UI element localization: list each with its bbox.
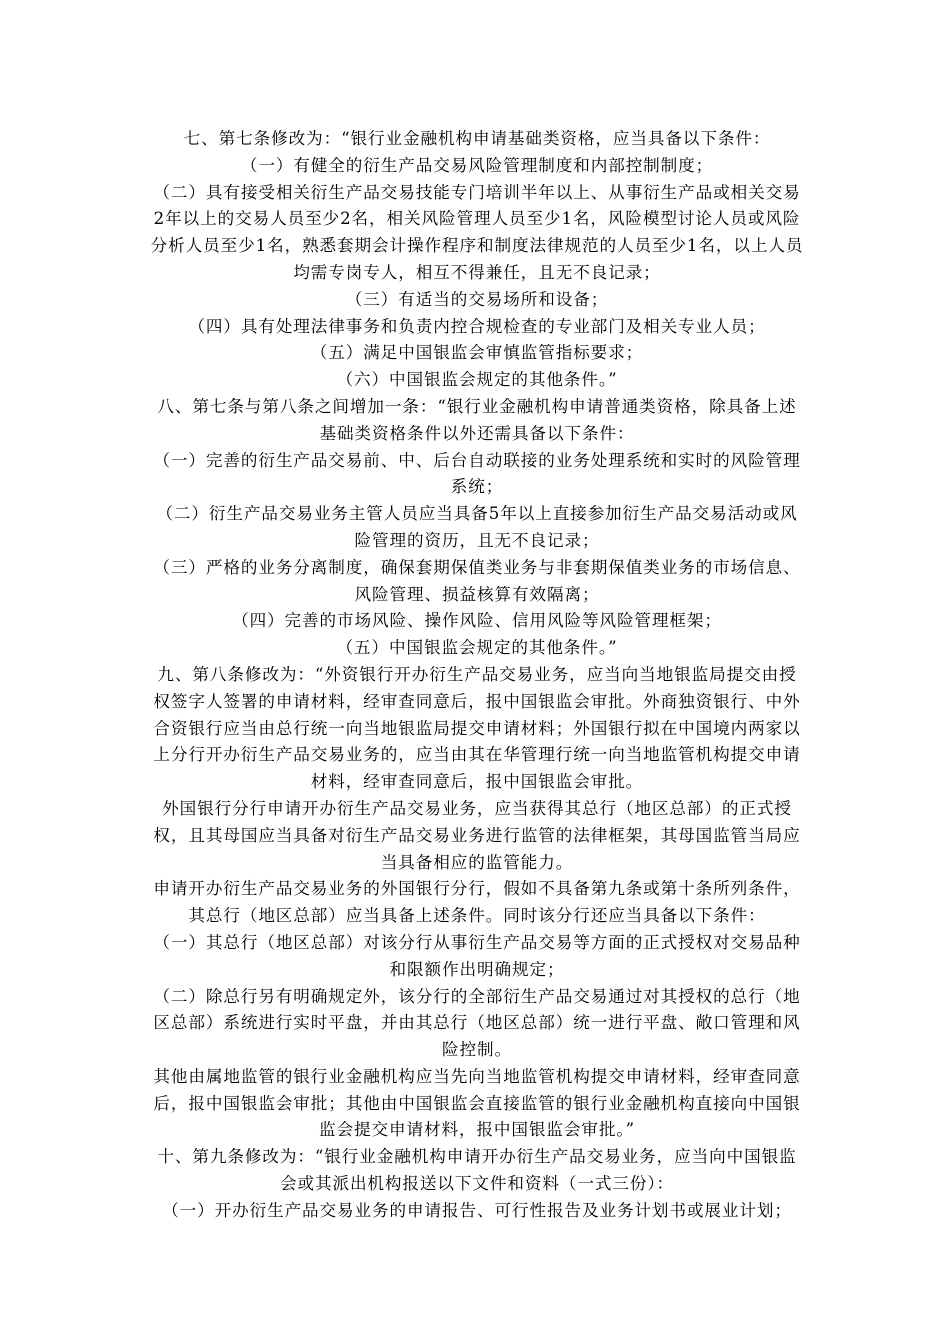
paragraph-item: （一）完善的衍生产品交易前、中、后台自动联接的业务处理系统和实时的风险管理系统； — [153, 450, 801, 497]
paragraph-item: （五）中国银监会规定的其他条件。” — [336, 638, 618, 658]
paragraph-body: 外国银行分行申请开办衍生产品交易业务，应当获得其总行（地区总部）的正式授权，且其母国应当具备对衍生产品交易业务进行监管的法律框架，其母国监管当局应当具备相应的监管能力。 — [153, 798, 801, 872]
paragraph-article-8: 八、第七条与第八条之间增加一条：“银行业金融机构申请普通类资格，除具备上述基础类资格条件以外还需具备以下条件： — [157, 396, 797, 443]
paragraph-item: （一）开办衍生产品交易业务的申请报告、可行性报告及业务计划书或展业计划； — [162, 1200, 792, 1220]
paragraph-body: 其他由属地监管的银行业金融机构应当先向当地监管机构提交申请材料，经审查同意后，报中国银监会审批；其他由中国银监会直接监管的银行业金融机构直接向中国银监会提交申请材料，报中国银监会审批。” — [153, 1066, 801, 1140]
document-page — [150, 126, 804, 1225]
paragraph-article-7: 七、第七条修改为：“银行业金融机构申请基础类资格，应当具备以下条件： — [183, 129, 771, 148]
paragraph-item: （六）中国银监会规定的其他条件。” — [336, 370, 618, 390]
paragraph-item: （三）严格的业务分离制度，确保套期保值类业务与非套期保值类业务的市场信息、风险管理、损益核算有效隔离； — [153, 557, 801, 604]
paragraph-item: （五）满足中国银监会审慎监管指标要求； — [310, 343, 644, 363]
paragraph-item: （一）其总行（地区总部）对该分行从事衍生产品交易等方面的正式授权对交易品种和限额作出明确规定； — [153, 932, 801, 979]
paragraph-item: （四）具有处理法律事务和负责内控合规检查的专业部门及相关专业人员； — [188, 316, 766, 336]
paragraph-item: （一）有健全的衍生产品交易风险管理制度和内部控制制度； — [240, 155, 714, 175]
paragraph-item: （二）衍生产品交易业务主管人员应当具备5年以上直接参加衍生产品交易活动或风险管理的资历，且无不良记录； — [156, 504, 798, 550]
paragraph-item: （二）除总行另有明确规定外，该分行的全部衍生产品交易通过对其授权的总行（地区总部）系统进行实时平盘，并由其总行（地区总部）统一进行平盘、敞口管理和风险控制。 — [153, 986, 801, 1060]
paragraph-article-9: 九、第八条修改为：“外资银行开办衍生产品交易业务，应当向当地银监局提交由授权签字人签署的申请材料，经审查同意后，报中国银监会审批。外商独资银行、中外合资银行应当由总行统一向当地银监局提交申请材料；外国银行拟在中国境内两家以上分行开办衍生产品交易业务的，应当由其在华管理行统一向当地监管机构提交申请材料，经审查同意后，报中国银监会审批。 — [153, 664, 801, 792]
paragraph-item: （四）完善的市场风险、操作风险、信用风险等风险管理框架； — [232, 611, 722, 631]
paragraph-item: （二）具有接受相关衍生产品交易技能专门培训半年以上、从事衍生产品或相关交易2年以上的交易人员至少2名，相关风险管理人员至少1名，风险模型讨论人员或风险分析人员至少1名，熟悉套期会计操作程序和制度法律规范的人员至少1名，以上人员均需专岗专人，相互不得兼任，且无不良记录； — [150, 182, 804, 282]
paragraph-body: 申请开办衍生产品交易业务的外国银行分行，假如不具备第九条或第十条所列条件，其总行（地区总部）应当具备上述条件。同时该分行还应当具备以下条件： — [153, 879, 801, 926]
paragraph-article-10: 十、第九条修改为：“银行业金融机构申请开办衍生产品交易业务，应当向中国银监会或其派出机构报送以下文件和资料（一式三份）： — [157, 1147, 797, 1194]
paragraph-item: （三）有适当的交易场所和设备； — [345, 289, 609, 309]
